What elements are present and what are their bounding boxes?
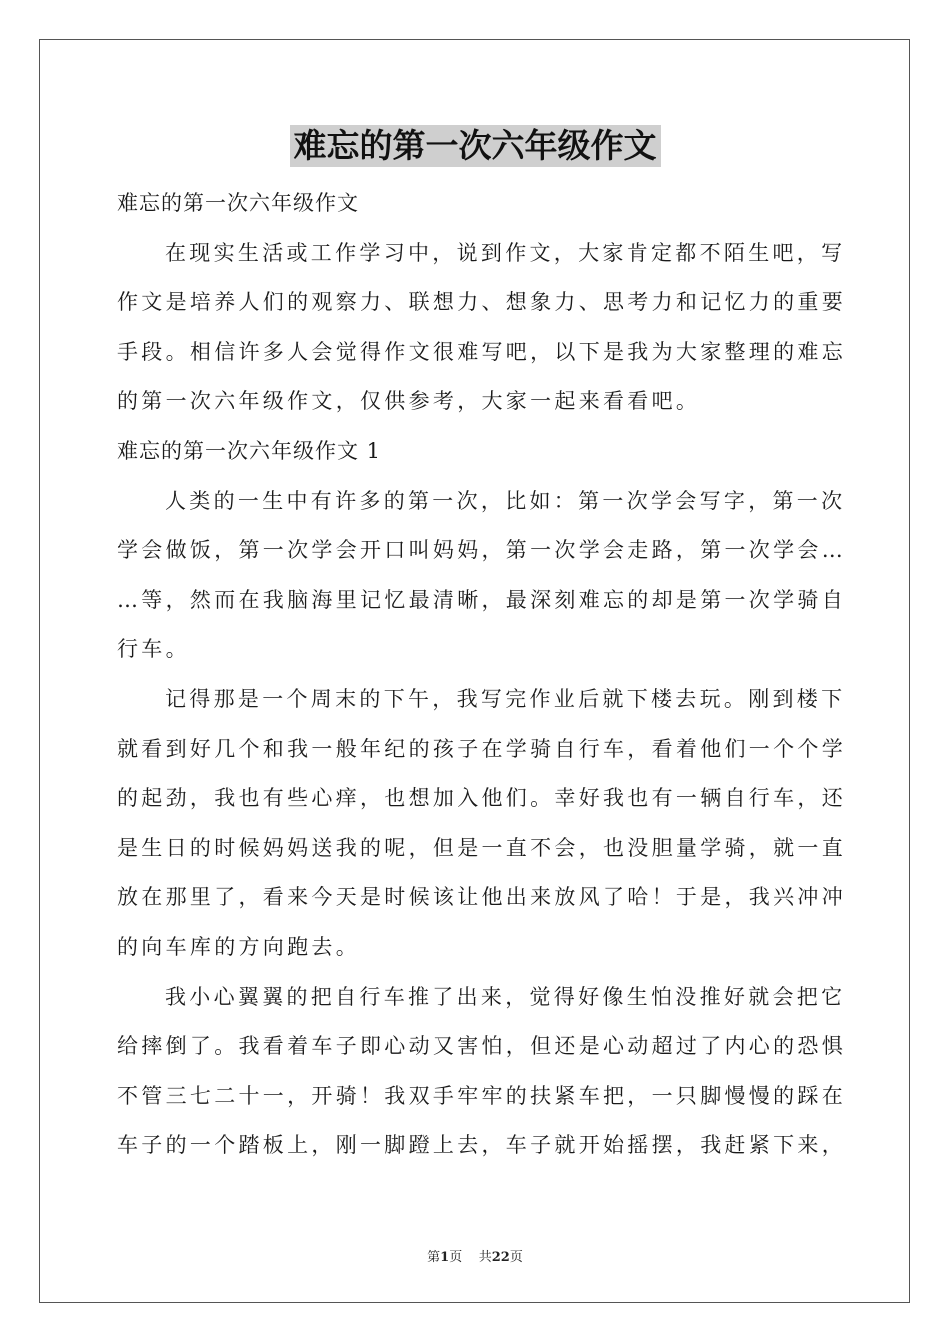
paragraph-line: 放在那里了，看来今天是时候该让他出来放风了哈！于是，我兴冲冲 xyxy=(117,885,846,910)
document-body xyxy=(117,179,846,1171)
paragraph-line: 在现实生活或工作学习中，说到作文，大家肯定都不陌生吧，写 xyxy=(165,240,846,265)
paragraph-line: …等，然而在我脑海里记忆最清晰，最深刻难忘的却是第一次学骑自 xyxy=(117,587,846,612)
paragraph-line: 我小心翼翼的把自行车推了出来，觉得好像生怕没推好就会把它 xyxy=(165,984,846,1009)
paragraph-line: 的第一次六年级作文，仅供参考，大家一起来看看吧。 xyxy=(117,389,701,414)
paragraph-line: 的向车库的方向跑去。 xyxy=(117,934,360,959)
paragraph-line: 学会做饭，第一次学会开口叫妈妈，第一次学会走路，第一次学会… xyxy=(117,538,846,563)
paragraph-1 xyxy=(117,477,846,675)
document-subtitle: 难忘的第一次六年级作文 xyxy=(117,191,359,215)
paragraph-line: 车子的一个踏板上，刚一脚蹬上去，车子就开始摇摆，我赶紧下来， xyxy=(117,1133,846,1158)
document-title: 难忘的第一次六年级作文 xyxy=(290,125,661,167)
intro-paragraph xyxy=(117,229,846,427)
paragraph-line: 是生日的时候妈妈送我的呢，但是一直不会，也没胆量学骑，就一直 xyxy=(117,835,846,860)
paragraph-line: 不管三七二十一，开骑！我双手牢牢的扶紧车把，一只脚慢慢的踩在 xyxy=(117,1083,846,1108)
paragraph-line: 作文是培养人们的观察力、联想力、想象力、思考力和记忆力的重要 xyxy=(117,290,846,315)
paragraph-line: 就看到好几个和我一般年纪的孩子在学骑自行车，看着他们一个个学 xyxy=(117,736,846,761)
page-total: 22 xyxy=(491,1250,510,1265)
page-footer xyxy=(0,1246,950,1265)
page-label-prefix: 第 xyxy=(427,1250,441,1265)
page-number: 1 xyxy=(440,1250,450,1265)
title-container xyxy=(0,125,950,167)
paragraph-line: 行车。 xyxy=(117,637,190,662)
page-label-suffix: 页 xyxy=(449,1250,463,1265)
section-heading: 难忘的第一次六年级作文 1 xyxy=(117,438,382,463)
paragraph-2 xyxy=(117,675,846,973)
paragraph-3 xyxy=(117,973,846,1171)
paragraph-line: 记得那是一个周末的下午，我写完作业后就下楼去玩。刚到楼下 xyxy=(165,686,846,711)
paragraph-line: 的起劲，我也有些心痒，也想加入他们。幸好我也有一辆自行车，还 xyxy=(117,786,846,811)
paragraph-line: 手段。相信许多人会觉得作文很难写吧，以下是我为大家整理的难忘 xyxy=(117,339,846,364)
paragraph-line: 人类的一生中有许多的第一次，比如：第一次学会写字，第一次 xyxy=(165,488,846,513)
total-label-prefix: 共 xyxy=(478,1250,492,1265)
paragraph-line: 给摔倒了。我看着车子即心动又害怕，但还是心动超过了内心的恐惧 xyxy=(117,1034,846,1059)
total-label-suffix: 页 xyxy=(509,1250,523,1265)
